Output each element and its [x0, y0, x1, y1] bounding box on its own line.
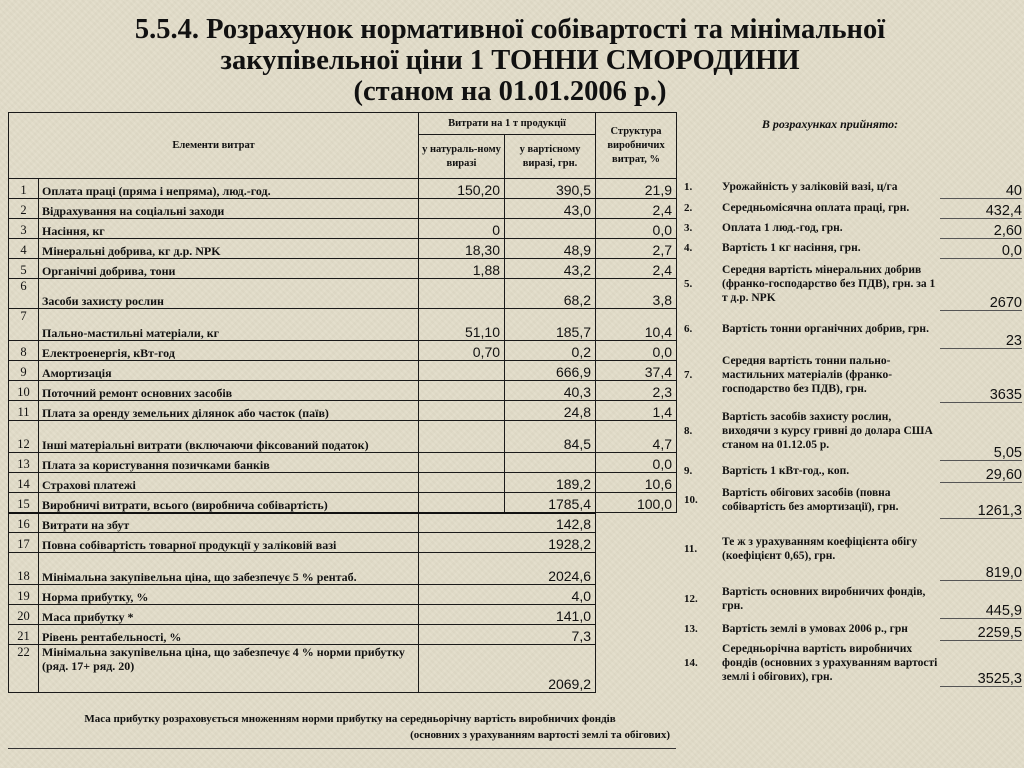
- row-cost-value: 390,5: [505, 179, 596, 199]
- table-row: [9, 401, 677, 421]
- assumption-value: 2,60: [940, 218, 1022, 238]
- assumption-number: 7.: [684, 369, 693, 381]
- row-label: Витрати на збут: [39, 513, 419, 533]
- row-label: Амортизація: [39, 361, 419, 381]
- row-label: Органічні добрива, тони: [39, 259, 419, 279]
- row-cost-value: 84,5: [505, 421, 596, 453]
- row-structure-pct: 0,0: [596, 453, 677, 473]
- assumption-label: Середньорічна вартість виробничих фондів (основних з урахуванням вартості землі і обігових), грн.: [722, 643, 938, 683]
- row-natural-value: 18,30: [419, 239, 505, 259]
- row-cost-value: 43,2: [505, 259, 596, 279]
- row-natural-value: [419, 361, 505, 381]
- header-natural: у натураль-ному виразі: [419, 135, 505, 179]
- table-row: [9, 625, 677, 645]
- assumption-row: [682, 518, 1022, 580]
- table-row: [9, 309, 677, 341]
- row-structure-pct: 2,7: [596, 239, 677, 259]
- assumption-row: [682, 310, 1022, 348]
- row-number: 22: [9, 645, 39, 693]
- assumption-number: 1.: [684, 181, 693, 193]
- assumption-number: 11.: [684, 543, 698, 555]
- row-cost-value: 2069,2: [419, 645, 596, 693]
- assumption-value: 2670: [940, 258, 1022, 310]
- row-cost-value: 68,2: [505, 279, 596, 309]
- row-structure-pct: 2,3: [596, 381, 677, 401]
- row-label: Поточний ремонт основних засобів: [39, 381, 419, 401]
- row-cost-value: 40,3: [505, 381, 596, 401]
- row-cost-value: 142,8: [419, 513, 596, 533]
- row-label: Відрахування на соціальні заходи: [39, 199, 419, 219]
- row-cost-value: 666,9: [505, 361, 596, 381]
- assumption-number: 8.: [684, 425, 693, 437]
- assumption-row: [682, 198, 1022, 218]
- row-cost-value: 7,3: [419, 625, 596, 645]
- row-number: 7: [9, 309, 39, 341]
- assumption-value: 23: [940, 310, 1022, 348]
- row-label: Оплата праці (пряма і непряма), люд.-год.: [39, 179, 419, 199]
- assumption-number: 14.: [684, 657, 698, 669]
- row-label: Насіння, кг: [39, 219, 419, 239]
- row-cost-value: 189,2: [505, 473, 596, 493]
- row-natural-value: [419, 493, 505, 513]
- assumption-label: Середня вартість мінеральних добрив (франко-господарство без ПДВ), грн. за 1 т д.р. NPK: [722, 264, 936, 304]
- assumption-value: 40: [940, 176, 1022, 198]
- row-label: Пально-мастильні матеріали, кг: [39, 309, 419, 341]
- assumption-row: [682, 238, 1022, 258]
- row-structure-pct: 21,9: [596, 179, 677, 199]
- row-number: 13: [9, 453, 39, 473]
- assumption-row: [682, 258, 1022, 310]
- assumption-row: [682, 640, 1022, 686]
- table-row: [9, 585, 677, 605]
- row-number: 15: [9, 493, 39, 513]
- assumption-row: [682, 460, 1022, 482]
- row-number: 6: [9, 279, 39, 309]
- row-label: Маса прибутку *: [39, 605, 419, 625]
- row-label: Електроенергія, кВт-год: [39, 341, 419, 361]
- row-natural-value: [419, 473, 505, 493]
- assumption-number: 5.: [684, 278, 693, 290]
- table-row: [9, 239, 677, 259]
- row-number: 4: [9, 239, 39, 259]
- row-cost-value: 48,9: [505, 239, 596, 259]
- row-natural-value: 150,20: [419, 179, 505, 199]
- assumption-value: 5,05: [940, 402, 1022, 460]
- assumption-label: Урожайність у заліковій вазі, ц/га: [722, 181, 898, 193]
- row-number: 21: [9, 625, 39, 645]
- assumption-number: 4.: [684, 242, 693, 254]
- assumption-value: 432,4: [940, 198, 1022, 218]
- assumption-number: 6.: [684, 323, 693, 335]
- assumption-label: Вартість основних виробничих фондів, грн.: [722, 586, 926, 612]
- assumption-row: [682, 580, 1022, 618]
- row-structure-pct: 10,6: [596, 473, 677, 493]
- row-label: Плата за користування позичками банків: [39, 453, 419, 473]
- assumption-number: 9.: [684, 465, 693, 477]
- row-structure-pct: 37,4: [596, 361, 677, 381]
- row-label: Норма прибутку, %: [39, 585, 419, 605]
- row-cost-value: 4,0: [419, 585, 596, 605]
- row-label: Плата за оренду земельних ділянок або часток (паїв): [39, 401, 419, 421]
- assumption-value: 445,9: [940, 580, 1022, 618]
- row-structure-pct: 100,0: [596, 493, 677, 513]
- table-row: [9, 259, 677, 279]
- row-structure-pct: 0,0: [596, 219, 677, 239]
- row-label: Рівень рентабельності, %: [39, 625, 419, 645]
- row-number: 20: [9, 605, 39, 625]
- table-row: [9, 453, 677, 473]
- table-row: [9, 605, 677, 625]
- row-number: 2: [9, 199, 39, 219]
- row-cost-value: [505, 219, 596, 239]
- assumption-value: 0,0: [940, 238, 1022, 258]
- row-number: 19: [9, 585, 39, 605]
- row-cost-value: [505, 453, 596, 473]
- table-row: [9, 199, 677, 219]
- row-number: 10: [9, 381, 39, 401]
- table-row: [9, 361, 677, 381]
- row-number: 3: [9, 219, 39, 239]
- row-number: 12: [9, 421, 39, 453]
- assumption-label: Вартість 1 кВт-год., коп.: [722, 465, 850, 477]
- assumption-number: 12.: [684, 593, 698, 605]
- table-row: [9, 513, 677, 533]
- table-row: [9, 493, 677, 513]
- row-number: 11: [9, 401, 39, 421]
- row-cost-value: 1785,4: [505, 493, 596, 513]
- row-cost-value: 2024,6: [419, 553, 596, 585]
- assumption-row: [682, 482, 1022, 518]
- header-costs-per-ton: Витрати на 1 т продукції: [419, 113, 596, 135]
- row-structure-pct: 4,7: [596, 421, 677, 453]
- row-number: 14: [9, 473, 39, 493]
- row-cost-value: 24,8: [505, 401, 596, 421]
- row-natural-value: 0,70: [419, 341, 505, 361]
- row-label: Мінеральні добрива, кг д.р. NPK: [39, 239, 419, 259]
- assumption-label: Оплата 1 люд.-год, грн.: [722, 222, 843, 234]
- header-value: у вартісному виразі, грн.: [505, 135, 596, 179]
- table-row: [9, 553, 677, 585]
- row-cost-value: 43,0: [505, 199, 596, 219]
- row-natural-value: [419, 401, 505, 421]
- table-row: [9, 219, 677, 239]
- row-label: Виробничі витрати, всього (виробнича собівартість): [39, 493, 419, 513]
- row-natural-value: 0: [419, 219, 505, 239]
- assumption-label: Середня вартість тонни пально-мастильних матеріалів (франко-господарство без ПДВ), грн.: [722, 355, 893, 395]
- assumption-label: Середньомісячна оплата праці, грн.: [722, 202, 910, 214]
- row-number: 1: [9, 179, 39, 199]
- table-row: [9, 645, 677, 693]
- title-line-3: (станом на 01.01.2006 р.): [353, 76, 667, 107]
- table-row: [9, 279, 677, 309]
- row-structure-pct: 3,8: [596, 279, 677, 309]
- row-natural-value: [419, 381, 505, 401]
- assumption-row: [682, 402, 1022, 460]
- assumption-row: [682, 348, 1022, 402]
- row-natural-value: [419, 199, 505, 219]
- header-structure: Структура виробничих витрат, %: [596, 113, 677, 179]
- assumption-label: Вартість обігових засобів (повна собівартість без амортизації), грн.: [722, 487, 899, 513]
- assumption-label: Вартість засобів захисту рослин, виходячи з курсу гривні до долара США станом на 01.12.05 р.: [722, 411, 933, 451]
- row-natural-value: 51,10: [419, 309, 505, 341]
- row-structure-pct: 0,0: [596, 341, 677, 361]
- row-label: Повна собівартість товарної продукції у заліковій вазі: [39, 533, 419, 553]
- row-structure-pct: 1,4: [596, 401, 677, 421]
- row-structure-pct: 2,4: [596, 259, 677, 279]
- row-number: 17: [9, 533, 39, 553]
- row-cost-value: 185,7: [505, 309, 596, 341]
- assumption-number: 10.: [684, 494, 698, 506]
- bottom-rule: [8, 748, 676, 749]
- title-line-2: закупівельної ціни 1 ТОННИ СМОРОДИНИ: [220, 45, 800, 76]
- assumption-row: [682, 618, 1022, 640]
- row-natural-value: [419, 279, 505, 309]
- footnote: [30, 711, 670, 743]
- assumption-value: 2259,5: [940, 618, 1022, 640]
- assumption-value: 819,0: [940, 518, 1022, 580]
- assumption-value: 3525,3: [940, 640, 1022, 686]
- assumption-number: 13.: [684, 623, 698, 635]
- assumption-row: [682, 218, 1022, 238]
- row-label: Страхові платежі: [39, 473, 419, 493]
- row-label: Мінімальна закупівельна ціна, що забезпечує 5 % рентаб.: [39, 553, 419, 585]
- footnote-line-2: (основних з урахуванням вартості землі та обігових): [410, 729, 670, 741]
- page-title: [60, 14, 960, 107]
- assumption-label: Вартість землі в умовах 2006 р., грн: [722, 623, 908, 635]
- assumption-value: 3635: [940, 348, 1022, 402]
- row-cost-value: 1928,2: [419, 533, 596, 553]
- header-elements: Елементи витрат: [9, 113, 419, 179]
- row-number: 18: [9, 553, 39, 585]
- assumption-label: Вартість 1 кг насіння, грн.: [722, 242, 861, 254]
- assumptions-table: [682, 176, 1022, 687]
- row-number: 8: [9, 341, 39, 361]
- row-label: Мінімальна закупівельна ціна, що забезпечує 4 % норми прибутку (ряд. 17+ ряд. 20): [39, 645, 419, 693]
- assumption-number: 2.: [684, 202, 693, 214]
- row-natural-value: 1,88: [419, 259, 505, 279]
- title-line-1: 5.5.4. Розрахунок нормативної собівартості та мінімальної: [134, 14, 886, 45]
- cost-table: [8, 112, 677, 693]
- row-structure-pct: 2,4: [596, 199, 677, 219]
- row-structure-pct: 10,4: [596, 309, 677, 341]
- row-number: 9: [9, 361, 39, 381]
- row-cost-value: 0,2: [505, 341, 596, 361]
- table-row: [9, 179, 677, 199]
- assumption-row: [682, 176, 1022, 198]
- row-number: 5: [9, 259, 39, 279]
- assumptions-header: В розрахунках прийнято:: [761, 117, 899, 131]
- assumption-label: Те ж з урахуванням коефіцієнта обігу (коефіцієнт 0,65), грн.: [722, 536, 918, 562]
- table-row: [9, 421, 677, 453]
- table-row: [9, 381, 677, 401]
- table-row: [9, 533, 677, 553]
- footnote-line-1: Маса прибутку розраховується множенням норми прибутку на середньорічну вартість виробничих фондів: [84, 713, 616, 725]
- row-number: 16: [9, 513, 39, 533]
- row-cost-value: 141,0: [419, 605, 596, 625]
- row-natural-value: [419, 421, 505, 453]
- row-natural-value: [419, 453, 505, 473]
- table-row: [9, 473, 677, 493]
- row-label: Засоби захисту рослин: [39, 279, 419, 309]
- assumption-value: 29,60: [940, 460, 1022, 482]
- assumption-value: 1261,3: [940, 482, 1022, 518]
- assumption-label: Вартість тонни органічних добрив, грн.: [722, 323, 929, 335]
- table-row: [9, 341, 677, 361]
- row-label: Інші матеріальні витрати (включаючи фіксований податок): [39, 421, 419, 453]
- assumption-number: 3.: [684, 222, 693, 234]
